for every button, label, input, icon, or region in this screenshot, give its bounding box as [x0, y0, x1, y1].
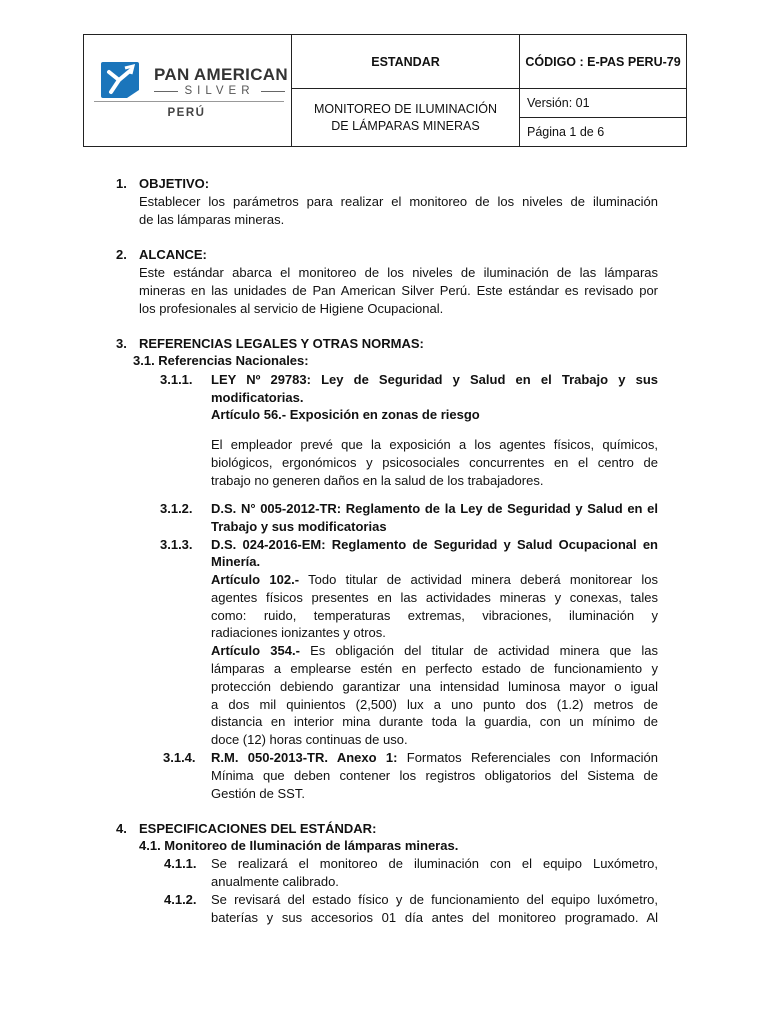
article-354-text-start: Es obligación del titular de actividad minera que las — [299, 643, 658, 658]
item-3-1-1-title: LEY Nº 29783: Ley de Seguridad y Salud en el Trabajo y sus — [211, 372, 658, 387]
article-56-title: Artículo 56.- Exposición en zonas de riesgo — [211, 407, 480, 422]
document-title-line2: DE LÁMPARAS MINERAS — [331, 118, 480, 133]
document-code: CÓDIGO : E-PAS PERU-79 — [525, 54, 681, 69]
item-4-1-1-text: Se realizará el monitoreo de iluminación con el equipo Luxómetro, — [211, 856, 658, 871]
company-logo — [84, 35, 291, 146]
pan-american-logo-icon — [99, 60, 141, 100]
article-354-text: distancia en interior mina durante toda la guardia, con un mínimo de — [211, 714, 658, 729]
section-1-title: OBJETIVO: — [139, 176, 210, 191]
article-56-text: trabajo no generen daños en la salud de los trabajadores. — [211, 473, 544, 488]
article-56-text: biológicos, ergonómicos y psicosociales concurrentes en el centro de — [211, 455, 658, 470]
standard-label: ESTANDAR — [371, 54, 440, 69]
article-102-text — [211, 571, 658, 589]
company-subtitle-text: SILVER — [184, 85, 255, 97]
document-title-line1: MONITOREO DE ILUMINACIÓN — [313, 101, 498, 116]
document-version: Versión: 01 — [527, 96, 590, 110]
article-354-label: Artículo 354.- — [211, 643, 300, 658]
item-3-1-3-title: D.S. 024-2016-EM: Reglamento de Seguridad y Salud Ocupacional en — [211, 537, 658, 552]
item-3-1-1-number: 3.1.1. — [160, 372, 193, 387]
company-subtitle — [154, 85, 285, 97]
section-3-title: REFERENCIAS LEGALES Y OTRAS NORMAS: — [139, 336, 424, 351]
item-3-1-4-text — [211, 749, 658, 767]
article-354-text — [211, 642, 658, 660]
section-2-title: ALCANCE: — [139, 247, 207, 262]
item-3-1-4-label: R.M. 050-2013-TR. Anexo 1: — [211, 750, 398, 765]
article-102-text-start: Todo titular de actividad minera deberá monitorear los — [299, 572, 658, 587]
item-3-1-3-title: Minería. — [211, 554, 261, 569]
section-4-number: 4. — [116, 821, 127, 836]
article-354-text: lámparas a emplearse estén en perfecto estado de funcionamiento y — [211, 661, 658, 676]
company-name: PAN AMERICAN — [154, 65, 288, 84]
item-3-1-3-number: 3.1.3. — [160, 537, 193, 552]
article-102-text: como: ruido, temperaturas extremas, vibraciones, iluminación y — [211, 608, 658, 623]
company-region: PERÚ — [167, 107, 206, 119]
section-3-number: 3. — [116, 336, 127, 351]
item-4-1-2-text: Se revisará del estado físico y de funcionamiento del equipo luxómetro, — [211, 892, 658, 907]
item-3-1-2-title: Trabajo y sus modificatorias — [211, 519, 387, 534]
document-header-table — [83, 34, 687, 147]
article-354-text: protección debiendo garantizar una intensidad luminosa mayor o igual — [211, 679, 658, 694]
item-3-1-4-text: Mínima que deben contener los registros obligatorios del Sistema de — [211, 768, 658, 783]
item-4-1-2-number: 4.1.2. — [164, 892, 197, 907]
article-102-text: radiaciones ionizantes y otros. — [211, 625, 386, 640]
article-56-text: El empleador prevé que la exposición a los agentes físicos, químicos, — [211, 437, 658, 452]
item-3-1-2-title: D.S. N° 005-2012-TR: Reglamento de la Ley de Seguridad y Salud en el — [211, 501, 658, 516]
page-number: Página 1 de 6 — [527, 125, 605, 139]
item-3-1-4-number: 3.1.4. — [163, 750, 196, 765]
item-3-1-2-number: 3.1.2. — [160, 501, 193, 516]
article-354-text: a dos mil quinientos (2,500) lux a uno punto dos (1.2) metros de — [211, 697, 658, 712]
section-1-text: Establecer los parámetros para realizar el monitoreo de los niveles de iluminación — [139, 194, 658, 209]
subsection-4-1-title: 4.1. Monitoreo de Iluminación de lámparas mineras. — [139, 838, 459, 853]
item-4-1-2-text: baterías y sus accesorios 01 día antes del monitoreo programado. Al — [211, 910, 658, 925]
section-4-title: ESPECIFICACIONES DEL ESTÁNDAR: — [139, 821, 377, 836]
section-2-text: mineras en las unidades de Pan American Silver Perú. Este estándar es revisado por — [139, 283, 658, 298]
section-1-number: 1. — [116, 176, 127, 191]
item-3-1-4-text-start: Formatos Referenciales con Información — [397, 750, 658, 765]
section-2-text: Este estándar abarca el monitoreo de los niveles de iluminación de las lámparas — [139, 265, 658, 280]
document-title — [292, 89, 519, 146]
article-102-label: Artículo 102.- — [211, 572, 300, 587]
item-3-1-4-text: Gestión de SST. — [211, 786, 305, 801]
item-3-1-1-title: modificatorias. — [211, 390, 304, 405]
item-4-1-1-text: anualmente calibrado. — [211, 874, 339, 889]
article-354-text: doce (12) horas continuas de uso. — [211, 732, 408, 747]
section-2-text: los profesionales al servicio de Higiene Ocupacional. — [139, 301, 444, 316]
item-4-1-1-number: 4.1.1. — [164, 856, 197, 871]
article-102-text: agentes físicos presentes en las actividades mineras y conexas, tales — [211, 590, 658, 605]
subsection-3-1-title: 3.1. Referencias Nacionales: — [133, 353, 309, 368]
section-1-text: de las lámparas mineras. — [139, 212, 285, 227]
section-2-number: 2. — [116, 247, 127, 262]
